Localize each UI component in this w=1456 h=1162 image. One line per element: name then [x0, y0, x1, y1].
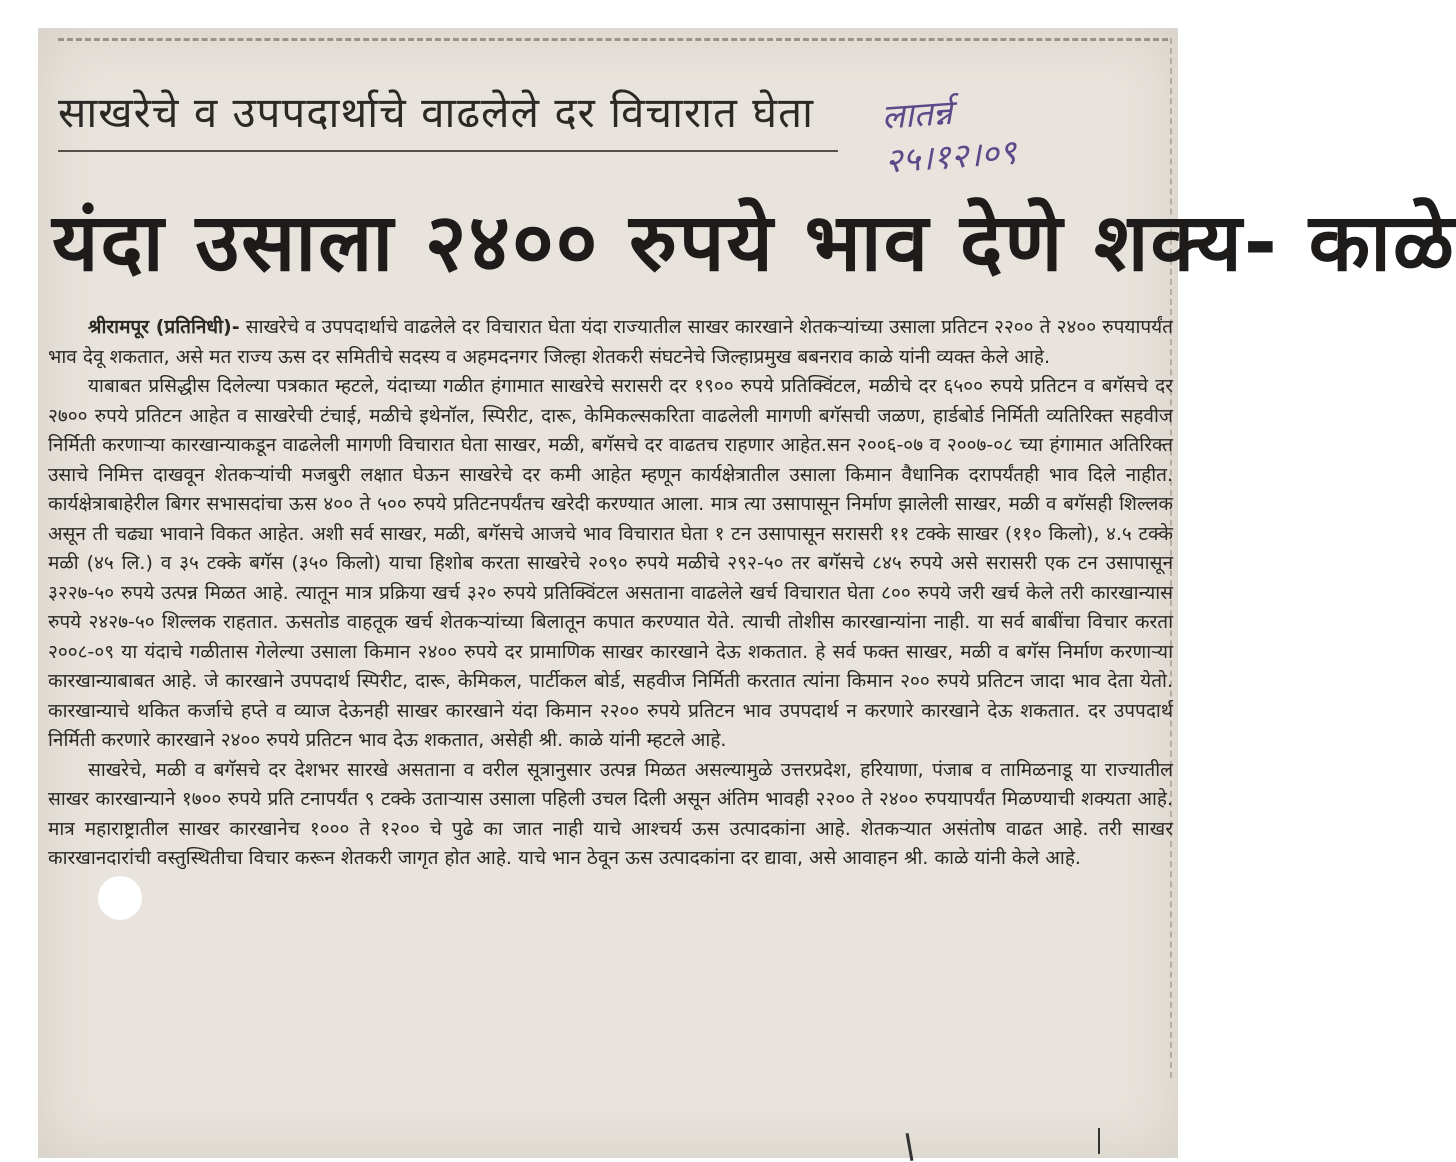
- punch-hole: [98, 876, 142, 920]
- handwritten-note-line-1: लातर्न्न: [880, 92, 954, 138]
- main-headline: यंदा उसाला २४०० रुपये भाव देणे शक्य- काळे: [52, 196, 1456, 289]
- handwritten-note: [880, 80, 1106, 183]
- article-paragraph-1: [48, 313, 1173, 372]
- newspaper-clipping: [38, 28, 1456, 1158]
- cut-edge-top: [58, 38, 1168, 41]
- paragraph-1-text: साखरेचे व उपपदार्थाचे वाढलेले दर विचारात घेता यंदा राज्यातील साखर कारखाने शेतकऱ्यांच्या उसाला प्रतिटन २२०० ते २४०० रुपयापर्यंत भाव देवू शकतात, असे मत राज्य ऊस दर समितीचे सदस्य व अहमदनगर जिल्हा शेतकरी संघटनेचे जिल्हाप्रमुख बबनराव काळे यांनी व्यक्त केले आहे.: [48, 316, 1174, 368]
- article-body: [48, 313, 1173, 874]
- dateline: श्रीरामपूर (प्रतिनिधी)-: [88, 316, 240, 338]
- edge-mark: [906, 1133, 914, 1161]
- handwritten-note-line-2: २५।१२।०९: [883, 132, 1018, 182]
- kicker-rule: [58, 150, 838, 152]
- article-paragraph-2: याबाबत प्रसिद्धीस दिलेल्या पत्रकात म्हटले, यंदाच्या गळीत हंगामात साखरेचे सरासरी दर १९०० रुपये प्रतिक्विंटल, मळीचे दर ६५०० रुपये प्रतिटन व बगॅसचे दर २७०० रुपये प्रतिटन आहेत व साखरेची टंचाई, मळीचे इथेनॉल, स्पिरीट, दारू, केमिकल्सकरिता वाढलेली मागणी बगॅसची जळण, हार्डबोर्ड निर्मिती व्यतिरिक्त सहवीज निर्मिती करणाऱ्या कारखान्याकडून वाढलेली मागणी विचारात घेता साखर, मळी, बगॅसचे दर वाढतच राहणार आहेत.सन २००६-०७ व २००७-०८ च्या हंगामात अतिरिक्त उसाचे निमित्त दाखवून शेतकऱ्यांची मजबुरी लक्षात घेऊन साखरेचे दर कमी आहेत म्हणून कार्यक्षेत्रातील उसाला किमान वैधानिक दरापर्यंतही भाव दिले नाहीत. कार्यक्षेत्राबाहेरील बिगर सभासदांचा ऊस ४०० ते ५०० रुपये प्रतिटनपर्यंतच खरेदी करण्यात आला. मात्र त्या उसापासून निर्माण झालेली साखर, मळी व बगॅसही शिल्लक असून ती चढ्या भावाने विकत आहेत. अशी सर्व साखर, मळी, बगॅसचे आजचे भाव विचारात घेता १ टन उसापासून सरासरी ११ टक्के साखर (११० किलो), ४.५ टक्के मळी (४५ लि.) व ३५ टक्के बगॅस (३५० किलो) याचा हिशोब करता साखरेचे २०९० रुपये मळीचे २९२-५० तर बगॅसचे ८४५ रुपये असे सरासरी एक टन उसापासून ३२२७-५० रुपये उत्पन्न मिळत आहे. त्यातून मात्र प्रक्रिया खर्च ३२० रुपये प्रतिक्विंटल असताना वाढलेले खर्च विचारात घेता ८०० रुपये जरी खर्च केले तरी कारखान्यास रुपये २४२७-५० शिल्लक राहतात. ऊसतोड वाहतूक खर्च शेतकऱ्यांच्या बिलातून कपात करण्यात येते. त्याची तोशीस कारखान्यांना नाही. या सर्व बाबींचा विचार करता २००८-०९ या यंदाचे गळीतास गेलेल्या उसाला किमान २४०० रुपये दर प्रामाणिक साखर कारखाने देऊ शकतात. हे सर्व फक्त साखर, मळी व बगॅस निर्माण करणाऱ्या कारखान्याबाबत आहे. जे कारखाने उपपदार्थ स्पिरीट, दारू, केमिकल, पार्टीकल बोर्ड, सहवीज निर्मिती करतात त्यांना किमान २०० रुपये प्रतिटन जादा भाव देता येतो. कारखान्याचे थकित कर्जाचे हप्ते व व्याज देऊनही साखर कारखाने यंदा किमान २२०० रुपये प्रतिटन भाव उपपदार्थ न करणारे कारखाने देऊ शकतात. दर उपपदार्थ निर्मिती करणारे कारखाने २४०० रुपये प्रतिटन भाव देऊ शकतात, असेही श्री. काळे यांनी म्हटले आहे.: [48, 375, 1173, 751]
- kicker-headline: साखरेचे व उपपदार्थाचे वाढलेले दर विचारात घेता: [58, 88, 814, 137]
- article-paragraph-3: साखरेचे, मळी व बगॅसचे दर देशभर सारखे असताना व वरील सूत्रानुसार उत्पन्न मिळत असल्यामुळे उत्तरप्रदेश, हरियाणा, पंजाब व तामिळनाडू या राज्यातील साखर कारखान्याने १७०० रुपये प्रति टनापर्यंत ९ टक्के उताऱ्यास उसाला पहिली उचल दिली असून अंतिम भावही २२०० ते २४०० रुपयापर्यंत मिळण्याची शक्यता आहे. मात्र महाराष्ट्रातील साखर कारखानेच १००० ते १२०० चे पुढे का जात नाही याचे आश्चर्य ऊस उत्पादकांना आहे. शेतकऱ्यात असंतोष वाढत आहे. तरी साखर कारखानदारांची वस्तुस्थितीचा विचार करून शेतकरी जागृत होत आहे. याचे भान ठेवून ऊस उत्पादकांना दर द्यावा, असे आवाहन श्री. काळे यांनी केले आहे.: [48, 758, 1173, 869]
- edge-mark: [1098, 1128, 1100, 1154]
